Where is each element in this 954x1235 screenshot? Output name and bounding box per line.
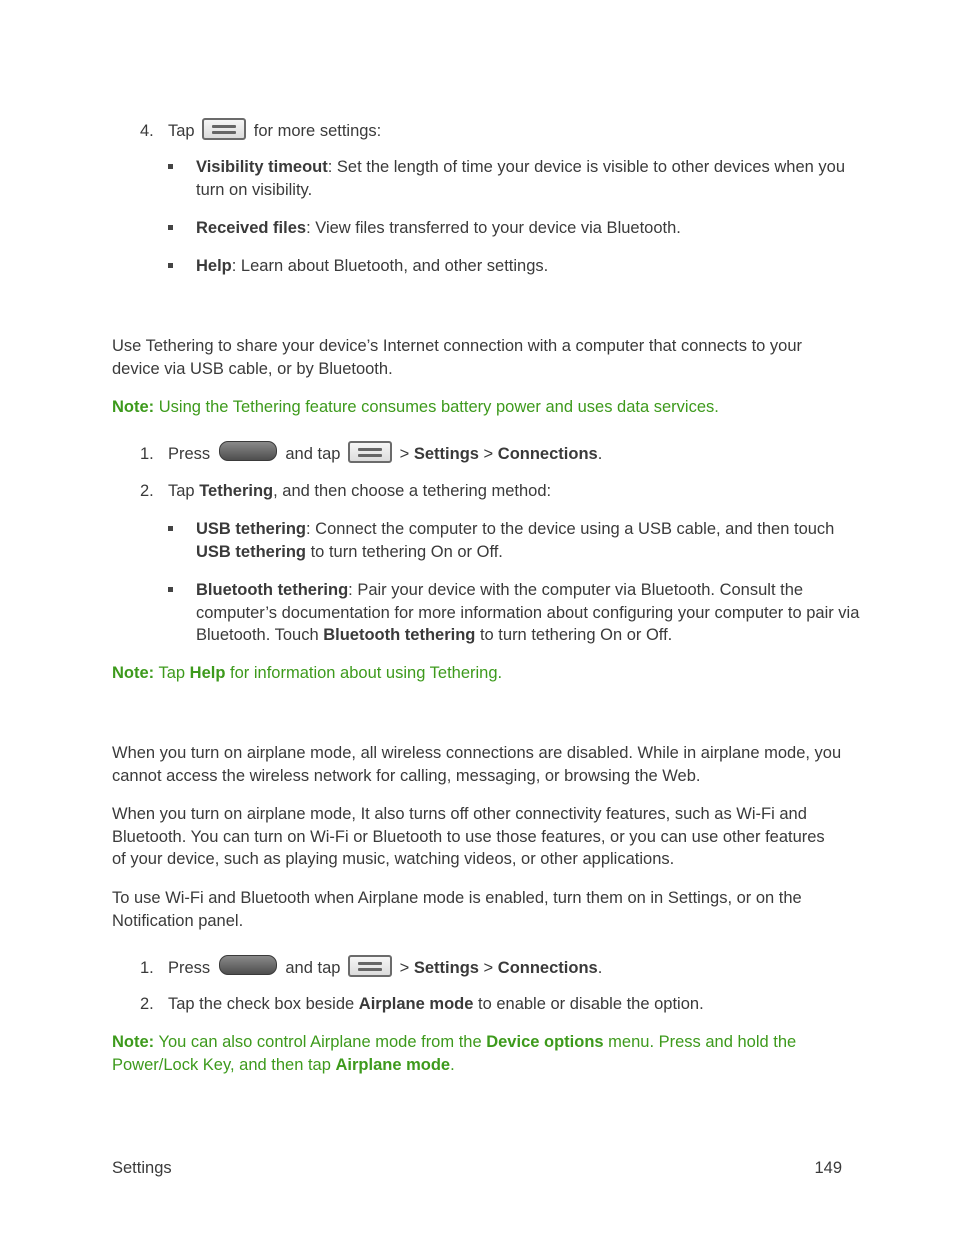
tethering-step-1 [140,441,840,466]
step-connections: Connections [497,445,598,463]
step-period: . [597,959,603,977]
bullet-bluetooth-tethering [168,579,870,647]
step-text-end: for more settings: [253,122,382,140]
step-and-tap: and tap [285,959,341,977]
note-post: for information about using Tethering. [225,664,503,682]
home-key-icon [219,441,277,461]
note-term: Help [189,664,226,682]
step-gt: > [483,959,494,977]
note-pre: You can also control Airplane mode from the [154,1033,487,1051]
step-post: to enable or disable the option. [473,995,704,1013]
step-pre: Tap [168,482,200,500]
bullet-term: Received files [196,219,307,237]
note-label: Note: [112,664,155,682]
bullet-term: Help [196,257,232,275]
step-gt: > [399,959,410,977]
bullet-received-files [168,217,870,240]
bullet-square-icon [168,225,173,230]
bullet-square-icon [168,587,173,592]
step-pre: Tap the check box beside [168,995,359,1013]
step-connections: Connections [497,959,598,977]
step-and-tap: and tap [285,445,341,463]
bullet-desc: : View files transferred to your device via Bluetooth. [306,219,681,237]
note-label: Note: [112,398,155,416]
airplane-paragraph-3: To use Wi-Fi and Bluetooth when Airplane mode is enabled, turn them on in Settings, or on the Notification panel. [112,889,802,930]
step-number: 4. [140,122,154,140]
bullet-desc: : Pair your device with the computer via Bluetooth. Consult the computer’s documentation for more information about configuring your computer to pair via Bluetooth. Touch [196,581,860,644]
step-post: , and then choose a tethering method: [273,482,552,500]
bullet-visibility-timeout [168,156,870,201]
step-term: Tethering [199,482,274,500]
menu-key-icon [202,118,246,140]
step-4 [140,118,840,143]
bullet-desc: : Set the length of time your device is visible to other devices when you turn on visibility. [196,158,845,199]
airplane-step-1 [140,955,840,980]
note-term-2: Airplane mode [335,1055,451,1074]
step-number: 1. [140,445,154,463]
bullet-term-2: Bluetooth tethering [323,626,476,644]
note-end: . [450,1055,455,1074]
tethering-step-2 [140,480,840,503]
bullet-term: Visibility timeout [196,158,328,176]
menu-key-icon [348,955,392,977]
bullet-usb-tethering [168,518,870,563]
bullet-desc-2: to turn tethering On or Off. [475,626,673,644]
step-gt: > [483,445,494,463]
step-text: Tap [168,122,195,140]
airplane-note [112,1031,842,1076]
bullet-desc-2: to turn tethering On or Off. [306,542,503,561]
bullet-desc: : Connect the computer to the device using a USB cable, and then touch [306,520,835,538]
step-settings: Settings [413,959,479,977]
step-gt: > [399,445,410,463]
bullet-term-2: USB tethering [196,542,307,561]
tethering-help-note [112,662,842,685]
step-press: Press [168,445,211,463]
bullet-square-icon [168,526,173,531]
tethering-note [112,396,842,419]
note-text: Using the Tethering feature consumes battery power and uses data services. [154,398,719,416]
note-pre: Tap [154,664,190,682]
bullet-term: USB tethering [196,520,307,538]
home-key-icon [219,955,277,975]
page-number: 149 [814,1159,842,1177]
airplane-step-2 [140,993,840,1016]
tethering-intro: Use Tethering to share your device’s Internet connection with a computer that connects to your device via USB cable, or by Bluetooth. [112,337,803,378]
step-press: Press [168,959,211,977]
step-number: 2. [140,995,154,1013]
note-mid: menu. Press and hold the Power/Lock Key, and then tap [112,1033,797,1074]
step-period: . [597,445,603,463]
footer-section: Settings [112,1159,172,1177]
bullet-square-icon [168,263,173,268]
step-term: Airplane mode [358,995,474,1013]
note-label: Note: [112,1033,155,1051]
bullet-term: Bluetooth tethering [196,581,349,599]
bullet-desc: : Learn about Bluetooth, and other settings. [231,257,549,275]
step-number: 1. [140,959,154,977]
step-settings: Settings [413,445,479,463]
note-term-1: Device options [486,1033,604,1051]
airplane-paragraph-1: When you turn on airplane mode, all wireless connections are disabled. While in airplane mode, you cannot access the wireless network for calling, messaging, or browsing the Web. [112,744,842,785]
menu-key-icon [348,441,392,463]
bullet-square-icon [168,164,173,169]
bullet-help [168,255,870,278]
airplane-paragraph-2: When you turn on airplane mode, It also turns off other connectivity features, such as Wi-Fi and Bluetooth. You can turn on Wi-Fi or Bluetooth to use those features, or you can use other features of your device, such as playing music, watching videos, or other applications. [112,805,825,868]
step-number: 2. [140,482,154,500]
